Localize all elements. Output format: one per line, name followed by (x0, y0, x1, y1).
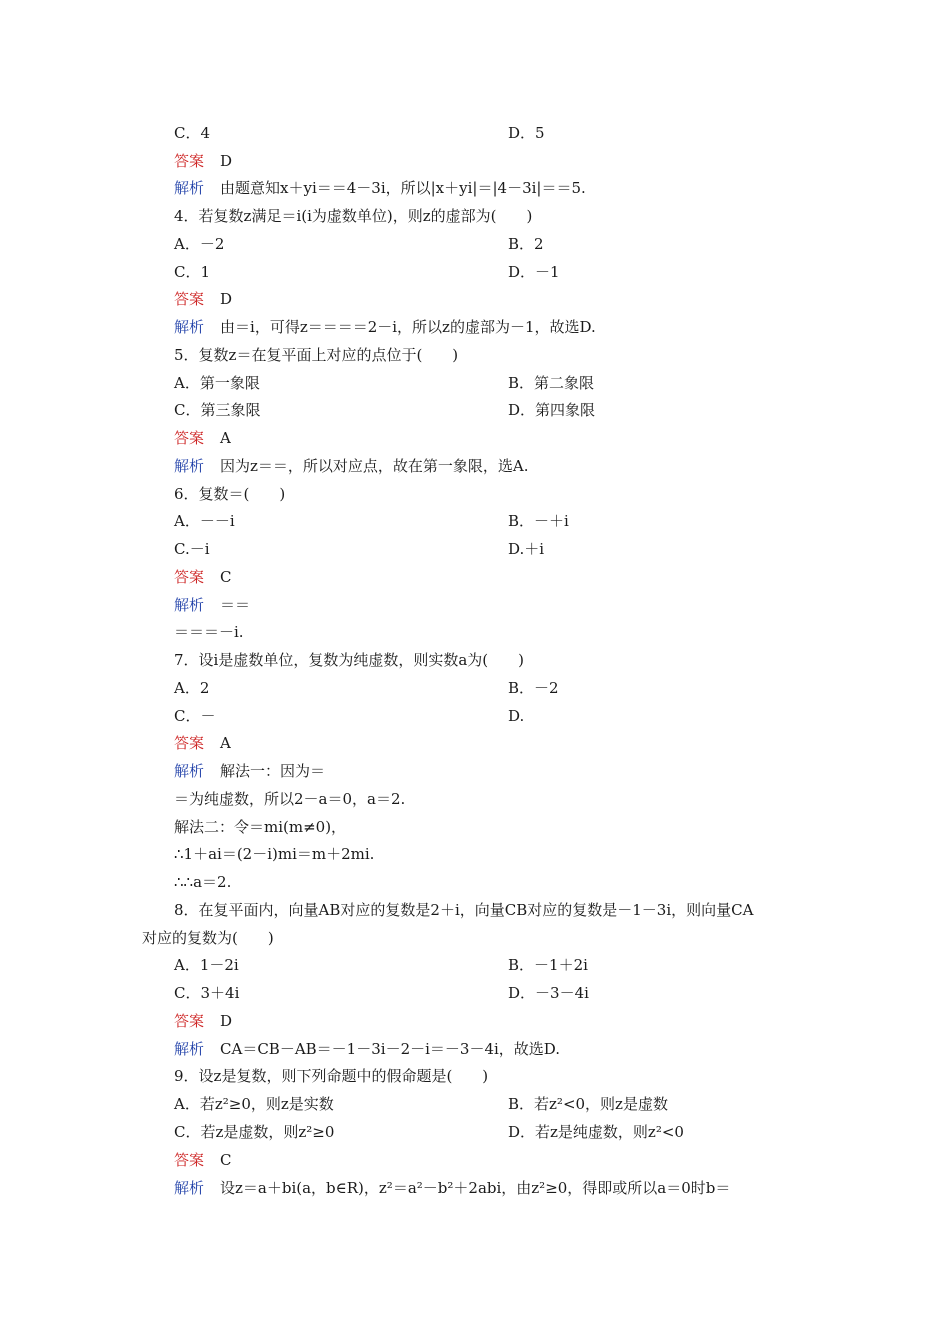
q4-option-a: A．－2 (174, 235, 225, 253)
q6-answer (174, 567, 232, 587)
answer-label: 答案 (174, 734, 205, 752)
q8-option-b: B．－1＋2i (508, 956, 588, 974)
q6-stem: 6．复数＝( ) (174, 485, 286, 503)
q4-option-b: B．2 (508, 235, 544, 253)
explanation-label: 解析 (174, 318, 205, 336)
q8-option-d: D．－3－4i (508, 984, 589, 1002)
explanation-label: 解析 (174, 596, 205, 614)
q9-option-b: B．若z²<0，则z是虚数 (508, 1095, 668, 1113)
q7-stem: 7．设i是虚数单位，复数为纯虚数，则实数a为( ) (174, 651, 524, 669)
q7-explanation (174, 761, 325, 781)
explanation-text: 由题意知x＋yi＝＝4－3i，所以|x＋yi|＝|4－3i|＝＝5. (220, 179, 586, 197)
answer-value: C (220, 568, 232, 586)
explanation-text: 解法一：因为＝ (220, 762, 326, 780)
q7-option-c: C．－ (174, 707, 216, 725)
q3-option-d: D．5 (508, 124, 545, 142)
q7-line4: ∴1＋ai＝(2－i)mi＝m＋2mi. (174, 845, 375, 863)
q3-option-c: C．4 (174, 124, 211, 142)
q7-line3: 解法二：令＝mi(m≠0)， (174, 818, 347, 836)
q6-option-b: B．－＋i (508, 512, 569, 530)
q3-answer (174, 151, 232, 171)
answer-value: C (220, 1151, 232, 1169)
explanation-label: 解析 (174, 179, 205, 197)
q6-option-a: A．－－i (174, 512, 235, 530)
q7-answer (174, 733, 231, 753)
answer-label: 答案 (174, 1151, 205, 1169)
explanation-label: 解析 (174, 1040, 205, 1058)
q6-option-c: C.－i (174, 540, 210, 558)
answer-label: 答案 (174, 568, 205, 586)
answer-value: A (220, 734, 231, 752)
q9-option-a: A．若z²≥0，则z是实数 (174, 1095, 334, 1113)
explanation-text: 因为z＝＝，所以对应点，故在第一象限，选A. (220, 457, 529, 475)
q5-option-c: C．第三象限 (174, 401, 261, 419)
answer-label: 答案 (174, 429, 205, 447)
q9-explanation (174, 1178, 730, 1198)
answer-value: D (220, 152, 233, 170)
q4-option-d: D．－1 (508, 263, 560, 281)
q5-stem: 5．复数z＝在复平面上对应的点位于( ) (174, 346, 459, 364)
q4-answer (174, 289, 232, 309)
explanation-label: 解析 (174, 762, 205, 780)
answer-label: 答案 (174, 152, 205, 170)
explanation-text: 由＝i，可得z＝＝＝＝2－i，所以z的虚部为－1，故选D. (220, 318, 596, 336)
q5-option-b: B．第二象限 (508, 374, 595, 392)
q7-line5: ∴∴a＝2. (174, 873, 232, 891)
q6-option-d: D.＋i (508, 540, 545, 558)
explanation-label: 解析 (174, 1179, 205, 1197)
explanation-text: 设z＝a＋bi(a，b∈R)，z²＝a²－b²＋2abi，由z²≥0，得即或所以a＝0时b＝ (220, 1179, 731, 1197)
answer-label: 答案 (174, 1012, 205, 1030)
q4-explanation (174, 317, 596, 337)
q7-option-b: B．－2 (508, 679, 559, 697)
q9-stem: 9．设z是复数，则下列命题中的假命题是( ) (174, 1067, 489, 1085)
q4-option-c: C．1 (174, 263, 211, 281)
q8-answer (174, 1011, 232, 1031)
q7-option-a: A．2 (174, 679, 210, 697)
answer-value: D (220, 290, 233, 308)
explanation-label: 解析 (174, 457, 205, 475)
q8-option-c: C．3＋4i (174, 984, 240, 1002)
answer-value: D (220, 1012, 233, 1030)
q6-explanation-cont: ＝＝＝－i. (174, 623, 244, 641)
answer-label: 答案 (174, 290, 205, 308)
q9-answer (174, 1150, 232, 1170)
q6-explanation (174, 595, 250, 615)
q5-option-d: D．第四象限 (508, 401, 596, 419)
q5-option-a: A．第一象限 (174, 374, 260, 392)
q8-stem-line2: 对应的复数为( ) (142, 929, 274, 947)
q8-stem-line1: 8．在复平面内，向量AB对应的复数是2＋i，向量CB对应的复数是－1－3i，则向量CA (174, 901, 754, 919)
explanation-text: ＝＝ (220, 596, 251, 614)
q8-explanation (174, 1039, 560, 1059)
q7-option-d: D. (508, 707, 525, 725)
q9-option-d: D．若z是纯虚数，则z²<0 (508, 1123, 684, 1141)
q5-explanation (174, 456, 529, 476)
q3-explanation (174, 178, 586, 198)
q4-stem: 4．若复数z满足＝i(i为虚数单位)，则z的虚部为( ) (174, 207, 533, 225)
q7-line2: ＝为纯虚数，所以2－a＝0，a＝2. (174, 790, 406, 808)
q5-answer (174, 428, 231, 448)
explanation-text: CA＝CB－AB＝－1－3i－2－i＝－3－4i，故选D. (220, 1040, 561, 1058)
q9-option-c: C．若z是虚数，则z²≥0 (174, 1123, 335, 1141)
q8-option-a: A．1－2i (174, 956, 239, 974)
answer-value: A (220, 429, 231, 447)
